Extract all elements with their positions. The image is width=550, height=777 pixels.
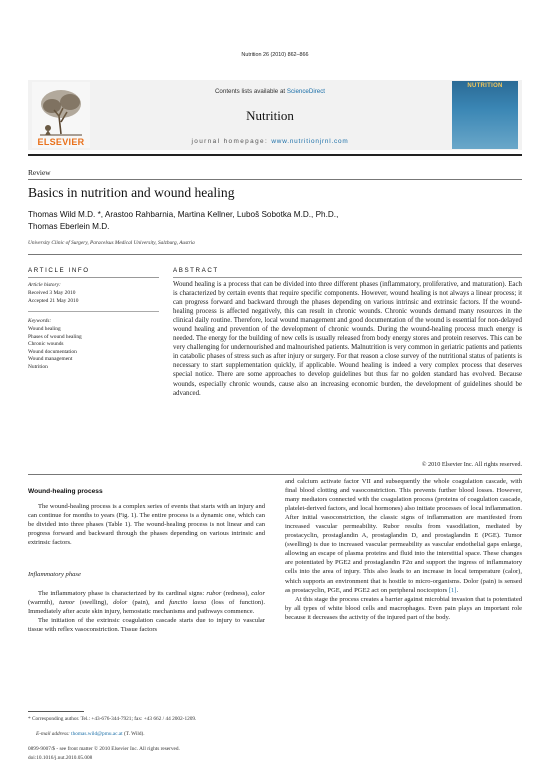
email-suffix: (T. Wild). xyxy=(122,731,145,737)
issn-line: 0899-9007/$ - see front matter © 2010 Elsevier Inc. All rights reserved. xyxy=(28,746,180,752)
article-info-heading: ARTICLE INFO xyxy=(28,267,90,274)
paragraph: At this stage the process creates a barrier against microbial invasion that is potentiated by all types of white blood cells and macrophages. Even pain plays an important role because it decreases the activity of the injured part of the body. xyxy=(285,595,522,621)
citation-line: Nutrition 26 (2010) 862–866 xyxy=(241,52,309,58)
term: dolor xyxy=(113,599,128,607)
journal-cover-image xyxy=(452,81,518,149)
sciencedirect-link[interactable]: ScienceDirect xyxy=(286,88,326,95)
contents-prefix: Contents lists available at xyxy=(214,88,287,95)
divider xyxy=(28,474,522,475)
paragraph xyxy=(28,589,265,616)
keyword-item: Wound healing xyxy=(28,326,61,332)
divider xyxy=(28,277,159,278)
keyword-item: Wound documentation xyxy=(28,348,77,355)
doi-line[interactable]: doi:10.1016/j.nut.2010.05.008 xyxy=(28,755,93,761)
right-column xyxy=(285,477,522,622)
accepted-date: Accepted 21 May 2010 xyxy=(28,298,79,304)
left-column-paragraph-1 xyxy=(28,502,265,547)
email-link[interactable]: thomas.wild@pmu.ac.at xyxy=(71,731,123,737)
text-run: (pain), and xyxy=(127,599,170,607)
term: functio laesa xyxy=(169,599,207,607)
text-run: . xyxy=(456,586,459,594)
received-date: Received 3 May 2010 xyxy=(28,290,76,296)
author-list xyxy=(28,209,448,233)
text-run: (loss of function). Immediately after acute skin injury, hemostatic mechanisms and pathways commence. xyxy=(28,599,265,616)
article-type: Review xyxy=(28,168,51,177)
corresponding-author-note: * Corresponding author. Tel.: +43-676-344-7921; fax: +43 662 / 44 2002-1209. xyxy=(28,716,197,722)
text-run: (swelling), xyxy=(74,599,114,607)
header-rule xyxy=(28,154,522,156)
paragraph: The initiation of the extrinsic coagulation cascade starts due to injury to vascular tissue with reflex vasoconstriction. Tissue factors xyxy=(28,617,265,634)
paragraph: The wound-healing process is a complex series of events that starts with an injury and can continue for months to years (Fig. 1). The entire process is a dynamic one, which can be divided into three phases (Table 1). The wound-healing process is not linear and can progress forward and backward through the phases depending on various intrinsic and extrinsic factors. xyxy=(28,503,265,547)
section-heading: Wound-healing process xyxy=(28,488,103,495)
contents-availability xyxy=(100,88,440,95)
keyword-item: Wound management xyxy=(28,356,73,363)
email-label: E-mail address: xyxy=(36,731,72,737)
journal-title: Nutrition xyxy=(246,108,294,123)
abstract-text: Wound healing is a process that can be divided into three different phases (inflammatory, proliferative, and maturation). Each is characterized by certain events that require specific components. However, wound healing is not always a linear process; it can progress forward and backward through the phases depending on various intrinsic and extrinsic factors. If the wound-healing process is affected negatively, this can result in chronic wounds. Chronic wounds demand many resources in the clinical daily routine. Therefore, local wound management and good documentation of the wound is essential for non-delayed wound healing and prevention of the development of chronic wounds. During the wound-healing process much energy is needed. The energy for the building of new cells is usually released from body energy stores and protein reserves. This can be very challenging for undernourished and malnourished patients. Malnutrition is very common in geriatric patients and patients in catabolic phases of stress such as after injury or surgery. For that reason a close survey of the nutritional status of patients is necessary to start supplementation quickly, if applicable. Wound healing is indeed a very complex process that deserves special notice. There are some approaches to develop guidelines but thus far no golden standard has evolved. Because wounds, especially chronic wounds, cause also an increasing economic burden, the development of guidelines should be advanced. xyxy=(173,281,522,397)
copyright-notice: © 2010 Elsevier Inc. All rights reserved. xyxy=(421,461,522,468)
homepage-prefix: journal homepage: xyxy=(191,138,272,145)
publisher-name: ELSEVIER xyxy=(37,137,85,147)
abstract-heading: ABSTRACT xyxy=(173,267,219,274)
divider xyxy=(28,254,522,255)
email-note xyxy=(36,731,145,737)
term: tumor xyxy=(59,599,75,607)
cover-title: NUTRITION xyxy=(467,83,503,89)
left-column-paragraph-2 xyxy=(28,589,265,634)
text-run: and calcium activate factor VII and subsequently the whole coagulation cascade, with final blood clotting and vasoconstriction. This prevents further blood losses. However, many mediators connected with the coagulation process (proteins of coagulation cascade, platelet-derived factors, and local hormones) also initiate processes of local inflammation. After initial vasoconstriction, the classic signs of inflammation are manifested from increased vascular permeability. Rubor results from vasodilation, mediated by prostacyclin, prostaglandin A, prostaglandin D, and prostaglandin E (PGE). Tumor (swelling) is due to increased vascular permeability as vascular endothelial gaps enlarge, allowing an escape of plasma proteins and fluid into the interstitial space. These changes are potentiated by PGE2 and prostaglandin F2α and support the ingress of inflammatory cells into the area of injury. This also leads to an increase in local temperature (calor), which supports an environment that is hostile to micro-organisms. Dolor (pain) is sensed as prostacyclin, PGE, and PGE2 act on peripheral nociceptors xyxy=(285,478,522,594)
text-run: The inflammatory phase is characterized by its cardinal signs: xyxy=(38,590,207,597)
homepage-link[interactable]: www.nutritionjrnl.com xyxy=(271,138,349,145)
authors-line-1: Thomas Wild M.D. *, Arastoo Rahbarnia, Martina Kellner, Luboš Sobotka M.D., Ph.D., xyxy=(28,210,339,219)
text-run: (redness), xyxy=(221,590,252,597)
subsection-heading: Inflammatory phase xyxy=(28,571,81,578)
divider xyxy=(28,179,522,180)
term: calor xyxy=(251,590,266,597)
history-label: Article history: xyxy=(28,282,61,288)
keyword-item: Phases of wound healing xyxy=(28,333,82,340)
divider xyxy=(28,311,159,312)
keyword-item: Chronic wounds xyxy=(28,341,64,348)
authors-line-2: Thomas Eberlein M.D. xyxy=(28,221,110,231)
keywords-label: Keywords: xyxy=(28,318,52,324)
affiliation: University Clinic of Surgery, Paracelsus Medical University, Salzburg, Austria xyxy=(28,240,195,246)
reference-link[interactable]: [1] xyxy=(448,586,457,594)
article-title: Basics in nutrition and wound healing xyxy=(28,185,235,200)
text-run: (warmth), xyxy=(28,599,60,607)
journal-homepage xyxy=(100,138,440,145)
term: rubor xyxy=(206,590,222,597)
paragraph xyxy=(285,477,522,595)
footnote-rule xyxy=(28,711,84,712)
keyword-list xyxy=(28,326,159,372)
keyword-item: Nutrition xyxy=(28,363,48,370)
divider xyxy=(173,277,522,278)
